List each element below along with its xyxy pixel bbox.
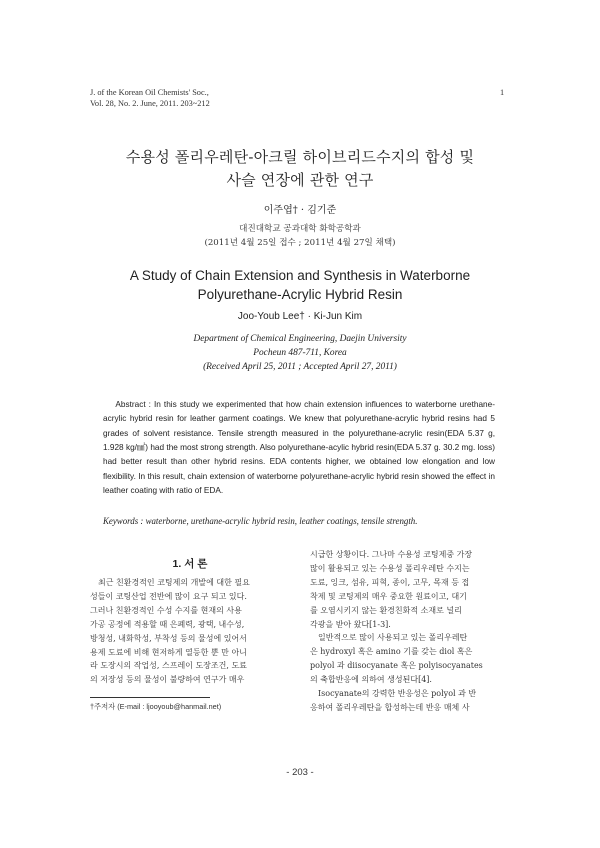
english-authors: Joo-Youb Lee† · Ki-Jun Kim xyxy=(237,311,363,322)
journal-line-1: J. of the Korean Oil Chemists' Soc., xyxy=(90,88,209,97)
left-line: 용제 도료에 비해 현저하게 열등한 뿐 만 아니 xyxy=(90,647,247,657)
korean-title xyxy=(0,146,600,192)
right-line: 의 축합반응에 의하여 생성된다[4]. xyxy=(310,675,432,685)
right-line: 시급한 상황이다. 그나마 수용성 코팅제중 가장 xyxy=(310,550,473,559)
english-title xyxy=(0,266,600,304)
english-title-line-1: A Study of Chain Extension and Synthesis in Waterborne xyxy=(129,268,471,283)
right-line: Isocyanate의 강력한 반응성은 polyol 과 반 xyxy=(318,689,477,699)
left-line: 그러나 친환경적인 수성 수지를 현재의 사용 xyxy=(90,605,242,615)
korean-title-line-2: 사슬 연장에 관한 연구 xyxy=(226,171,374,189)
english-affiliation-block xyxy=(0,332,600,375)
right-line: 각광을 받아 왔다[1-3]. xyxy=(310,619,391,629)
left-line: 방청성, 내화학성, 부착성 등의 물성에 있어서 xyxy=(90,633,247,643)
left-line: 라 도장시의 작업성, 스프레이 도장조건, 도료 xyxy=(90,661,247,671)
keywords-text: waterborne, urethane-acrylic hybrid resin, leather coatings, tensile strength. xyxy=(143,516,418,526)
right-line: 은 hydroxyl 혹은 amino 기를 갖는 diol 혹은 xyxy=(310,647,473,657)
left-column xyxy=(90,576,288,687)
left-line: 최근 친환경적인 코팅제의 개발에 대한 필요 xyxy=(98,578,250,587)
korean-dates: (2011년 4월 25일 접수 ; 2011년 4월 27일 채택) xyxy=(204,238,396,248)
section-heading: 1. 서 론 xyxy=(172,558,208,570)
abstract-text: In this study we experimented that how chain extension influences to waterborne urethane-acrylic hybrid resin for leather garment coatings. We knew that polyurethane-acrylic hybrid resins had 5 grades of solvent resistance. Tensile strength measured in the polyurethane-acrylic resin(EDA 5.37 g, 1.928 kg/㎟) had the most strong strength. Also polyurethane-acylic hybrid resin(EDA 5.37 g. 30.2 mg. loss) had better result than other hybrid resins. EDA contents higher, we obtained low elongation and low flexibility. In this result, chain extension of waterborne polyurethane-acrylic hybrid resin showed the effect in leather coating with ratio of EDA. xyxy=(103,400,495,496)
korean-authors: 이주엽† · 김기준 xyxy=(263,205,337,216)
keywords-label: Keywords : xyxy=(103,516,144,526)
left-line: 가공 공정에 적용할 때 은폐력, 광택, 내수성, xyxy=(90,619,245,629)
korean-title-line-1: 수용성 폴리우레탄-아크릴 하이브리드수지의 합성 및 xyxy=(125,148,475,166)
korean-affiliation-block xyxy=(0,222,600,250)
journal-citation xyxy=(90,87,210,109)
english-dates: (Received April 25, 2011 ; Accepted April 27, 2011) xyxy=(203,362,397,373)
abstract-label: Abstract : xyxy=(115,400,151,409)
english-title-line-2: Polyurethane-Acrylic Hybrid Resin xyxy=(197,287,403,302)
right-line: 응하여 폴리우레탄을 합성하는데 반응 매체 사 xyxy=(310,702,470,712)
footnote: †주저자 (E-mail : ljooyoub@hanmail.net) xyxy=(90,702,222,711)
right-line: polyol 과 diisocyanate 혹은 polyisocyanates xyxy=(310,661,483,671)
left-line: 성들이 코팅산업 전반에 많이 요구 되고 있다. xyxy=(90,591,247,601)
right-line: 도료, 잉크, 섬유, 피혁, 종이, 고무, 목재 등 접 xyxy=(310,577,470,587)
keywords xyxy=(103,516,503,526)
page-number: - 203 - xyxy=(286,767,314,778)
right-line: 일반적으로 많이 사용되고 있는 폴리우레탄 xyxy=(318,633,468,643)
left-line: 의 저장성 등의 물성이 불량하여 연구가 매우 xyxy=(90,675,245,685)
journal-line-2: Vol. 28, No. 2. June, 2011. 203~212 xyxy=(90,99,210,108)
korean-affiliation: 대진대학교 공과대학 화학공학과 xyxy=(239,224,361,234)
right-line: 착제 및 코팅제의 매우 중요한 원료이고, 대기 xyxy=(310,591,467,601)
corner-page-number: 1 xyxy=(500,88,505,97)
right-line: 를 오염시키지 않는 환경친화적 소재로 널리 xyxy=(310,605,462,615)
right-column xyxy=(310,548,510,715)
abstract xyxy=(103,398,495,498)
footnote-rule xyxy=(90,697,210,698)
english-affiliation-line-2: Pocheun 487-711, Korea xyxy=(253,348,347,359)
english-affiliation-line-1: Department of Chemical Engineering, Daejin University xyxy=(193,334,407,344)
right-line: 많이 활용되고 있는 수용성 폴리우레탄 수지는 xyxy=(310,563,470,573)
